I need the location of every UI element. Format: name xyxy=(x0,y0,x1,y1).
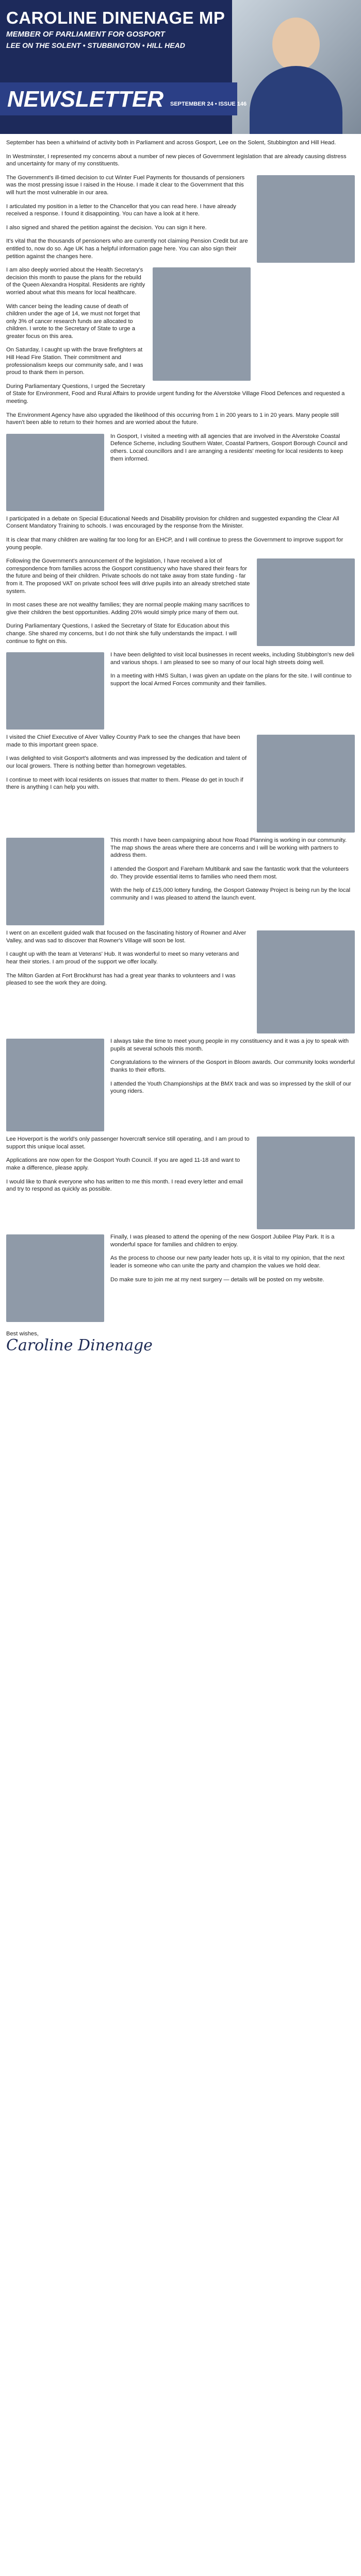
paragraph: I also signed and shared the petition against the decision. You can sign it here. xyxy=(6,224,207,231)
signature: Caroline Dinenage xyxy=(6,1336,153,1354)
paragraph: Do make sure to join me at my next surgery — details will be posted on my website. xyxy=(110,1276,324,1283)
paragraph: Finally, I was pleased to attend the opening of the new Gosport Jubilee Play Park. It is a wonderful space for families and children to enjoy. xyxy=(110,1234,335,1248)
paragraph: During Parliamentary Questions, I urged the Secretary of State for Environment, Food and Rural Affairs to provide urgent funding for the Alverstoke Village Flood Defences and requested a meeting. xyxy=(6,383,345,405)
paragraph: Lee Hoverport is the world's only passenger hovercraft service still operating, and I am proud to support this unique local asset. xyxy=(6,1136,250,1150)
photo-figure xyxy=(257,930,355,1033)
photo-schools xyxy=(6,1039,104,1131)
paragraph: The Milton Garden at Fort Brockhurst has had a great year thanks to volunteers and I was pleased to see the work they are doing. xyxy=(6,972,236,987)
paragraph: It's vital that the thousands of pensioners who are currently not claiming Pension Credit but are entitled to, now do so. Age UK has a helpful information page here. You can also sign their petition against the changes here. xyxy=(6,238,248,260)
photo-figure xyxy=(6,1039,104,1131)
paragraph: September has been a whirlwind of activity both in Parliament and across Gosport, Lee on the Solent, Stubbington and Hill Head. xyxy=(6,140,336,146)
paragraph: I attended the Youth Championships at the BMX track and was so impressed by the skill of our young riders. xyxy=(110,1080,352,1095)
paragraph: On Saturday, I caught up with the brave firefighters at Hill Head Fire Station. Their commitment and professionalism keeps our community safe, and I was proud to thank them in person. xyxy=(6,347,143,376)
paragraph: With cancer being the leading cause of death of children under the age of 14, we must not forget that only 3% of cancer research funds are allocated to children. I wrote to the Secretary of State to urge a greater focus on this area. xyxy=(6,303,140,340)
newsletter-title: NEWSLETTER xyxy=(7,87,164,112)
paragraph: Following the Government's announcement of the legislation, I have received a lot of correspondence from families across the Gosport constituency who have shared their fears for the future and being of their children. Private schools do not take away from state funding - far from it. The proposed VAT on private school fees will drive pupils into an already stretched state system. xyxy=(6,558,250,595)
paragraph: I attended the Gosport and Fareham Multibank and saw the fantastic work that the volunteers do. They provide essential items to families who need them most. xyxy=(110,866,349,880)
mp-photo xyxy=(232,0,361,134)
photo-figure xyxy=(257,1137,355,1229)
paragraph: Congratulations to the winners of the Gosport in Bloom awards. Our community looks wonderful thanks to their efforts. xyxy=(110,1059,355,1073)
paragraph: I am also deeply worried about the Health Secretary's decision this month to pause the plans for the rebuild of the Queen Alexandra Hospital. Residents are rightly worried about what this means for local healthcare. xyxy=(6,267,145,296)
paragraph: I was delighted to visit Gosport's allotments and was impressed by the dedication and talent of our local growers. There is nothing better than homegrown vegetables. xyxy=(6,755,247,769)
paragraph: I continue to meet with local residents on issues that matter to them. Please do get in touch if there is anything I can help you with. xyxy=(6,776,243,791)
photo-figure xyxy=(257,558,355,646)
issue-label: SEPTEMBER 24 • ISSUE 146 xyxy=(170,101,247,107)
mp-role: MEMBER OF PARLIAMENT FOR GOSPORT xyxy=(6,30,165,39)
paragraph: Applications are now open for the Gosport Youth Council. If you are aged 11-18 and want to make a difference, please apply. xyxy=(6,1157,240,1171)
photo-winter-fuel xyxy=(257,175,355,263)
photo-walk xyxy=(257,930,355,1033)
photo-coastal-defence xyxy=(6,434,104,511)
photo-figure xyxy=(257,175,355,263)
photo-business xyxy=(6,652,104,730)
paragraph: The Government's ill-timed decision to cut Winter Fuel Payments for thousands of pensioners was the most pressing issue I raised in the House. I made it clear to the Government that this will hurt the most vulnerable in our area. xyxy=(6,174,245,196)
paragraph: In a meeting with HMS Sultan, I was given an update on the plans for the site. I will continue to support the local Armed Forces community and their families. xyxy=(110,673,352,687)
regards-text: Best wishes, xyxy=(6,1331,39,1337)
paragraph: As the process to choose our new party leader hots up, it is vital to my opinion, that the next leader is someone who can unite the party and champion the values we hold dear. xyxy=(110,1255,344,1269)
paragraph: With the help of £15,000 lottery funding, the Gosport Gateway Project is being run by the local community and I was pleased to attend the launch event. xyxy=(110,887,351,901)
newsletter-body xyxy=(0,134,361,1326)
paragraph: I would like to thank everyone who has written to me this month. I read every letter and email and try to respond as quickly as possible. xyxy=(6,1178,243,1193)
photo-body xyxy=(250,66,342,134)
photo-figure xyxy=(6,434,104,511)
signoff-block xyxy=(0,1326,361,1355)
photo-school xyxy=(257,558,355,646)
paragraph: In Westminster, I represented my concerns about a number of new pieces of Government legislation that are already causing distress and uncertainty for many of my constituents. xyxy=(6,153,347,167)
paragraph: It is clear that many children are waiting far too long for an EHCP, and I will continue to press the Government to improve support for young people. xyxy=(6,537,343,551)
photo-head xyxy=(272,18,320,71)
photo-country-park xyxy=(257,735,355,833)
paragraph: This month I have been campaigning about how Road Planning is working in our community. The map shows the areas where there are concerns and I will be working with partners to address them. xyxy=(110,837,347,859)
photo-figure xyxy=(6,838,104,925)
paragraph: In most cases these are not wealthy families; they are normal people making many sacrifices to give their children the best opportunities. Adding 20% would simply price many of them out. xyxy=(6,602,250,616)
photo-figure xyxy=(153,267,251,381)
paragraph: I always take the time to meet young people in my constituency and it was a joy to speak with pupils at several schools this month. xyxy=(110,1038,349,1052)
mp-name: CAROLINE DINENAGE MP xyxy=(6,8,225,27)
paragraph: In Gosport, I visited a meeting with all agencies that are involved in the Alverstoke Coastal Defence Scheme, including Southern Water, Coastal Partners, Gosport Borough Council and others. Local councillors and I are arranging a residents' meeting for local residents to keep them informed. xyxy=(110,433,348,462)
constituency-places: LEE ON THE SOLENT • STUBBINGTON • HILL HEAD xyxy=(6,41,185,49)
photo-figure xyxy=(6,1234,104,1322)
photo-play-park xyxy=(6,1234,104,1322)
paragraph: I have been delighted to visit local businesses in recent weeks, including Stubbington's new deli and various shops. I am pleased to see so many of our local high streets doing well. xyxy=(110,652,354,666)
paragraph: I articulated my position in a letter to the Chancellor that you can read here. I have already received a response. I found it disappointing. You can have a look at it here. xyxy=(6,203,236,217)
paragraph: During Parliamentary Questions, I asked the Secretary of State for Education about this change. She shared my concerns, but I do not think she fully understands the impact. I will continue to fight on this. xyxy=(6,623,237,645)
paragraph: I participated in a debate on Special Educational Needs and Disability provision for children and suggested expanding the Clear All Consent Mandatory Training to schools. I was encouraged by the response from the Minister. xyxy=(6,515,339,530)
photo-hospital xyxy=(153,267,251,381)
photo-figure xyxy=(6,652,104,730)
photo-figure xyxy=(257,735,355,833)
paragraph: I went on an excellent guided walk that focused on the fascinating history of Rowner and Alver Valley, and was sad to discover that Rowner's Village will soon be lost. xyxy=(6,930,247,944)
paragraph: The Environment Agency have also upgraded the likelihood of this occurring from 1 in 200 years to 1 in 20 years. Many people still haven't been able to return to their homes and are worried about the future. xyxy=(6,412,339,426)
photo-road-map xyxy=(6,838,104,925)
paragraph: I caught up with the team at Veterans' Hub. It was wonderful to meet so many veterans and hear their stories. I am proud of the support we offer locally. xyxy=(6,951,239,965)
newsletter-header xyxy=(0,0,361,134)
photo-hovercraft xyxy=(257,1137,355,1229)
paragraph: I visited the Chief Executive of Alver Valley Country Park to see the changes that have been made to this important green space. xyxy=(6,734,240,748)
